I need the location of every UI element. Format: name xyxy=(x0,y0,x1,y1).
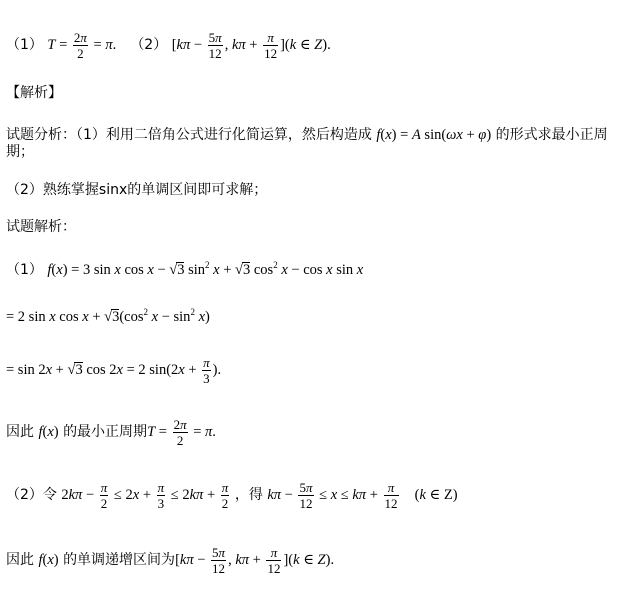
solution-s2 xyxy=(6,303,210,326)
analysis-heading: 【解析】 xyxy=(6,85,62,101)
solution-s4-fx: f(x) xyxy=(38,423,59,440)
solution-s1 xyxy=(6,256,363,279)
answer-p2-label: （2） xyxy=(130,36,168,53)
solution-s4 xyxy=(6,417,216,448)
solution-s3-formula: = sin 2x + √3 cos 2x = 2 sin(2x + $\frac{\pi}{3}$ ). xyxy=(6,355,222,386)
analysis-p1-cont: 期； xyxy=(6,144,34,160)
solution-s6-mid: 的单调递增区间为 xyxy=(63,551,176,568)
solution-s5-condition: (k ∈ Z) xyxy=(414,486,458,503)
solution-label: 试题解析： xyxy=(6,219,76,235)
analysis-p1-tail: 的形式求最小正周 xyxy=(495,127,608,143)
solution-s5-formula: 2kπ − $\frac{\pi}{2}$ ≤ 2x + $\frac{\pi}{3}$ ≤ 2kπ + $\frac{\pi}{2}$ xyxy=(61,480,229,511)
solution-s5 xyxy=(6,480,458,511)
analysis-p1 xyxy=(6,126,608,144)
answer-p1-label: （1） xyxy=(6,36,43,53)
solution-s6-formula: [kπ − $\frac{5\pi}{12}$ , kπ + $\frac{\pi}{12}$ ](k ∈ Z). xyxy=(175,545,335,576)
solution-s5-formula-2: kπ − $\frac{5\pi}{12}$ ≤ x ≤ kπ + $\frac{\pi}{12}$ xyxy=(267,480,398,511)
solution-s3 xyxy=(6,355,221,386)
solution-s6-text: 因此 xyxy=(6,551,34,568)
analysis-p2: （2）熟练掌握sinx的单调区间即可求解； xyxy=(6,182,268,198)
answer-p1-formula: T = $\frac{2\pi}{2}$ = π. xyxy=(47,30,120,61)
answer-p2-formula: [kπ − $\frac{5\pi}{12}$ , kπ + $\frac{\pi}{12}$ ](k ∈ Z). xyxy=(171,30,331,61)
analysis-p1-text: （1）利用二倍角公式进行化简运算，然后构造成 xyxy=(76,127,372,143)
solution-s5-mid: ，得 xyxy=(234,486,263,503)
answer-line xyxy=(6,30,331,61)
solution-s4-text: 因此 xyxy=(6,423,34,440)
analysis-p1-formula: f(x) = A sin(ωx + φ) xyxy=(376,127,492,143)
solution-s6 xyxy=(6,545,334,576)
solution-s4-formula: T = $\frac{2\pi}{2}$ = π. xyxy=(147,417,216,448)
analysis-label: 试题分析： xyxy=(6,127,76,143)
solution-s1-formula: f(x) = 3 sin x cos x − √3 $\sin^2 x + √3$ $\cos^2 x - \cos x$ sin x xyxy=(47,260,364,278)
solution-s2-formula: = 2 sin x $\cos x + √3(\cos^2$ $x - \sin^2 x$) xyxy=(6,307,210,325)
solution-s5-label: （2）令 xyxy=(6,486,57,503)
solution-s4-mid: 的最小正周期 xyxy=(63,423,148,440)
solution-s6-fx: f(x) xyxy=(38,551,59,568)
solution-s1-label: （1） xyxy=(6,262,43,278)
